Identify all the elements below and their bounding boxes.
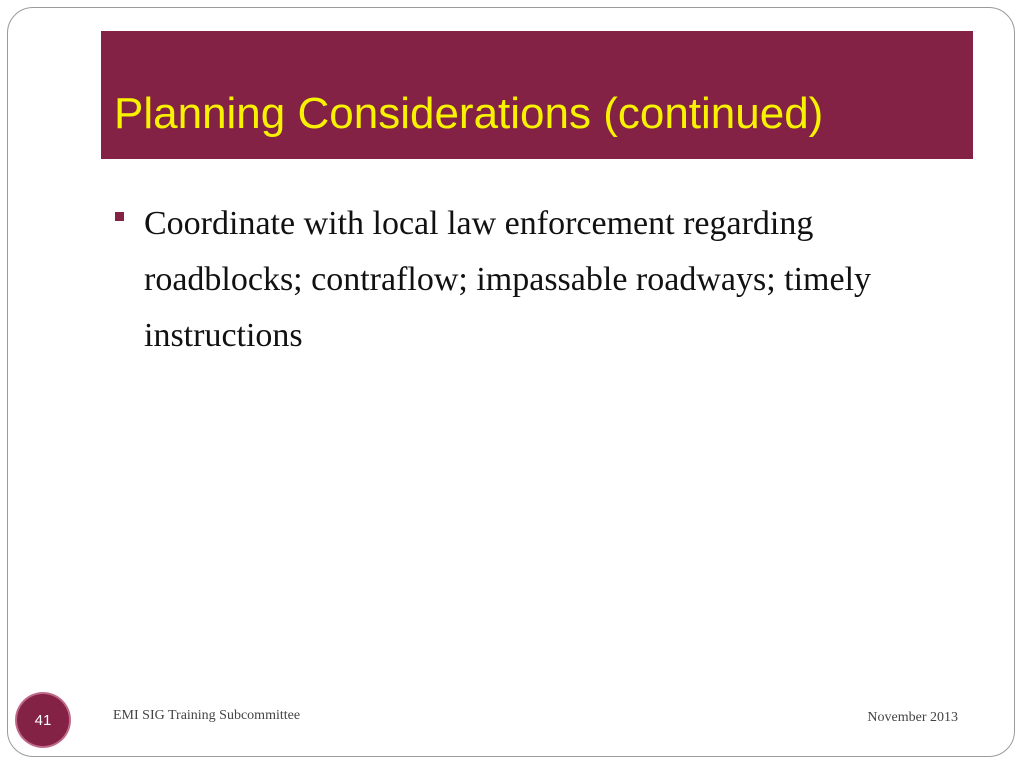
slide-content: [114, 196, 974, 364]
footer-organization: EMI SIG Training Subcommittee: [113, 708, 301, 723]
slide-number: 41: [34, 711, 52, 729]
slide-title: Planning Considerations (continued): [114, 89, 824, 138]
slide-number-badge: [17, 694, 69, 746]
bullet-text: Coordinate with local law enforcement regarding roadblocks; contraflow; impassable roadways; timely instructions: [144, 205, 872, 354]
bullet-item: [114, 196, 974, 364]
square-bullet-icon: [115, 212, 124, 221]
footer-date: November 2013: [867, 710, 958, 725]
